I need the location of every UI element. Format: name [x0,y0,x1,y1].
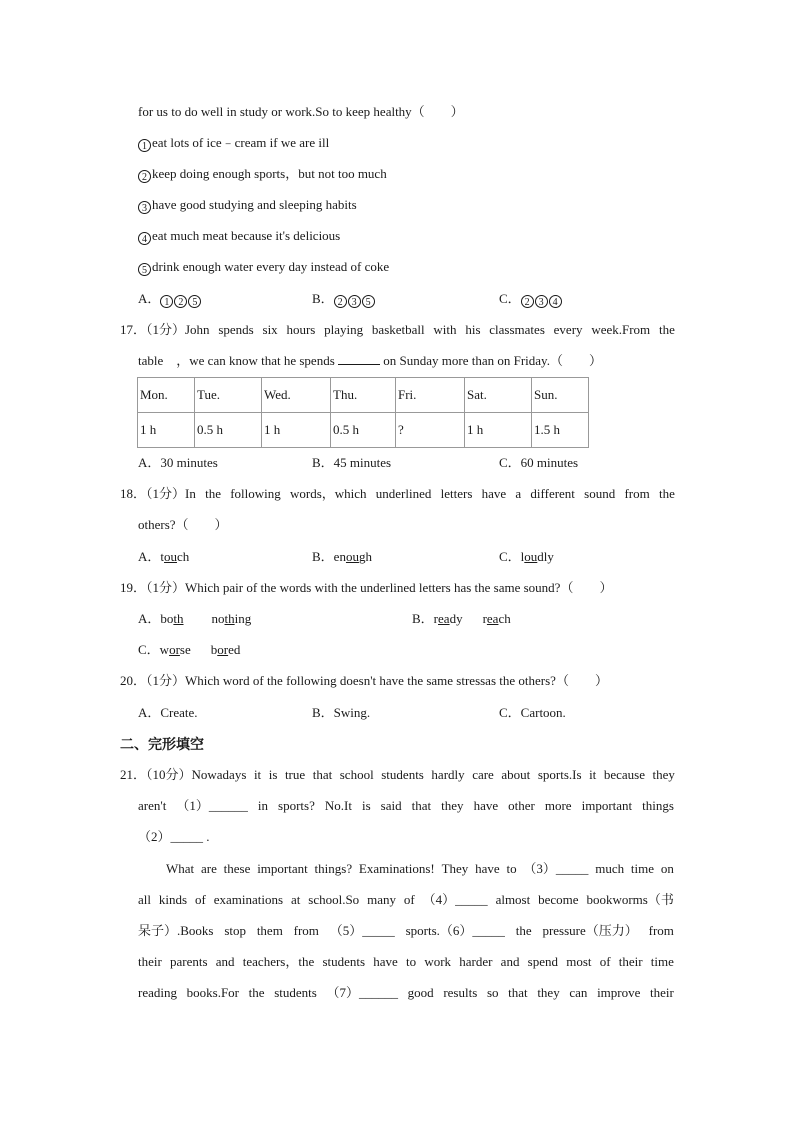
word: that [508,985,528,1000]
q21-line-8 [138,985,674,1001]
q21-line-4 [166,861,674,877]
q18-stem-line1 [120,486,675,502]
q21-line-7 [138,954,674,970]
word-part: gh [358,549,372,564]
underlined-letters: ea [438,611,450,626]
stem-text: on Sunday more than on Friday.（ ） [383,353,602,368]
word: that [411,798,432,813]
circled-number: 1 [160,295,173,308]
word: at [290,892,301,907]
circled-number: 2 [174,295,187,308]
word: said [380,798,402,813]
word: the [515,923,532,938]
item-text: keep doing enough sports，but not too much [152,166,387,181]
word-part: r [433,611,439,626]
word: a [515,486,522,501]
word: to [506,861,517,876]
q17-option-b[interactable]: B．45 minutes [312,455,392,470]
circled-number: 2 [138,170,151,183]
word: sports.（6）_____ [405,923,505,938]
circled-number: 3 [535,295,548,308]
word: of [194,892,206,907]
word: in [257,798,268,813]
word: can [569,985,588,1000]
q17-option-c[interactable]: C．60 minutes [499,455,579,470]
word: from [624,486,650,501]
word-part: ed [228,642,241,657]
word: so [486,985,499,1000]
table-cell: Wed. [262,378,331,413]
word: 17．（1分）John [120,322,210,337]
word: school.So [308,892,360,907]
word: What [166,861,195,876]
word: them [256,923,283,938]
table-cell: 1 h [262,413,331,448]
word-part: r [482,611,487,626]
word: it [589,767,597,782]
q20-option-b[interactable]: B．Swing. [312,705,371,720]
word: have [373,954,398,969]
word: （3）_____ [523,861,589,876]
q16-option-c[interactable] [499,291,563,308]
word: and [500,954,520,969]
schedule-table [137,377,589,448]
q19-option-b[interactable] [412,611,511,627]
circled-number: 3 [138,201,151,214]
q16-item-5 [138,259,389,276]
word: hours [286,322,316,337]
word: their [138,954,162,969]
q21-line-1 [120,767,675,783]
word: （7）______ [326,985,399,1000]
word: on [660,861,674,876]
word: from [648,923,674,938]
word: their [650,985,674,1000]
circled-number: 3 [348,295,361,308]
circled-number: 5 [362,295,375,308]
word: aren't [138,798,167,813]
word: sports? [278,798,315,813]
word: is [268,767,278,782]
underlined-letters: ou [345,549,359,564]
word: sound [584,486,616,501]
word: improve [597,985,641,1000]
word: they [441,798,464,813]
word: time [650,954,674,969]
word: spend [527,954,558,969]
word: （1）______ [176,798,248,813]
word: his [465,322,481,337]
word: the [248,985,265,1000]
q19-option-c[interactable] [138,642,240,658]
q17-stem-line2 [138,353,602,369]
word: results [443,985,478,1000]
table-cell: 1 h [138,413,195,448]
q21-line-2 [138,798,674,814]
q20-stem: 20．（1分）Which word of the following doesn't have the same stressas the others?（ ） [120,673,608,688]
q21-line-3: （2）_____ . [138,829,210,844]
word-part: ing [234,611,252,626]
word-part: en [333,549,346,564]
circled-number: 2 [334,295,347,308]
q18-option-b[interactable] [312,549,372,565]
word: many [367,892,396,907]
word: kinds [158,892,188,907]
option-label: B． [312,291,334,306]
word: because [603,767,645,782]
underlined-letters: th [224,611,235,626]
word: different [530,486,575,501]
q16-option-a[interactable] [138,291,202,308]
word: students [322,954,366,969]
item-text: have good studying and sleeping habits [152,197,357,212]
table-cell: Tue. [195,378,262,413]
word: about [501,767,531,782]
option-label: B． [312,549,334,564]
stem-text: table ，we can know that he spends [138,353,335,368]
option-label: C． [499,549,521,564]
word-part: dy [449,611,463,626]
word-part: se [179,642,191,657]
word: of [403,892,415,907]
underlined-letters: or [217,642,229,657]
word: teachers，the [242,954,315,969]
word: care [472,767,494,782]
word: is [361,798,371,813]
q18-option-c[interactable] [499,549,554,565]
word: hardly [431,767,465,782]
q16-item-3 [138,197,357,214]
word: work [424,954,452,969]
word: No.It [324,798,352,813]
table-row [138,413,589,448]
underlined-letters: ou [524,549,538,564]
q20-option-a[interactable]: A．Create. [138,705,198,720]
word-part: l [520,549,525,564]
table-cell: Mon. [138,378,195,413]
word: They [441,861,469,876]
underlined-letters: ou [164,549,178,564]
circled-number: 1 [138,139,151,152]
word: good [407,985,434,1000]
word-part: t [160,549,165,564]
word: 21．（10分）Nowadays [120,767,247,782]
option-label: C． [138,642,160,657]
table-cell: 0.5 h [195,413,262,448]
item-text: eat much meat because it's delicious [152,228,341,243]
word: underlined [375,486,432,501]
table-row [138,378,589,413]
option-label: C． [499,291,521,306]
q17-stem-line1 [120,322,675,338]
word: most [566,954,592,969]
word: they [652,767,675,782]
word: examinations [213,892,284,907]
word: their [618,954,643,969]
word: students [274,985,317,1000]
option-label: A． [138,549,161,564]
table-cell: 1.5 h [532,413,589,448]
word: 18．（1分）In [120,486,196,501]
word: things? [314,861,353,876]
word: harder [459,954,493,969]
word: have [475,861,500,876]
word: much [595,861,625,876]
word: parents [170,954,208,969]
word: playing [324,322,364,337]
word: important [257,861,308,876]
word: that [312,767,333,782]
q16-item-1 [138,135,329,152]
item-text: drink enough water every day instead of coke [152,259,390,274]
word: have [473,798,499,813]
word: other [508,798,535,813]
word: （5）_____ [329,923,395,938]
word: things [642,798,674,813]
word-part: ch [177,549,190,564]
underlined-letters: or [169,642,180,657]
q18-option-a[interactable] [138,549,189,565]
q18-stem-line2: others?（ ） [138,517,228,532]
q16-item-2 [138,166,387,183]
word: Examinations! [358,861,435,876]
word: the [205,486,221,501]
word: following [230,486,281,501]
word: （4）_____ [422,892,488,907]
circled-number: 5 [188,295,201,308]
option-label: A． [138,291,161,306]
word: classmates [489,322,545,337]
word-part: no [211,611,225,626]
word: important [581,798,633,813]
word: almost [495,892,531,907]
table-cell: Sun. [532,378,589,413]
word: school [339,767,374,782]
word: to [406,954,417,969]
item-text: eat lots of ice﹣cream if we are ill [152,135,330,150]
word: 呆子）.Books [138,923,214,938]
word: of [599,954,611,969]
underlined-letters: ea [486,611,499,626]
word: books.For [186,985,240,1000]
word: six [262,322,278,337]
word: are [200,861,217,876]
word-part: bo [160,611,174,626]
word: the [658,486,675,501]
option-label: A． [138,611,161,626]
word: it [253,767,262,782]
underlined-letters: th [173,611,184,626]
word: students [381,767,424,782]
word-part: dly [537,549,554,564]
word: pressure（压力） [542,923,638,938]
section-heading: 二、完形填空 [120,737,204,753]
circled-number: 4 [549,295,562,308]
q20-option-c[interactable]: C．Cartoon. [499,705,566,720]
word: basketball [371,322,425,337]
word: every [553,322,583,337]
word: reading [138,985,177,1000]
q21-line-5 [138,892,674,908]
word: with [433,322,457,337]
word: spends [218,322,254,337]
q16-stem-end: for us to do well in study or work.So to keep healthy（ ） [138,104,464,119]
word: time [630,861,655,876]
word: words，which [290,486,367,501]
word: from [293,923,319,938]
word: stop [224,923,246,938]
q19-stem: 19．（1分）Which pair of the words with the underlined letters has the same sound?（ ） [120,580,613,595]
table-cell: Fri. [396,378,465,413]
table-cell: 1 h [465,413,532,448]
word: the [658,322,675,337]
word: sports.Is [537,767,582,782]
table-cell: ? [396,413,465,448]
word: bookworms（书 [586,892,674,907]
word: week.From [591,322,651,337]
circled-number: 2 [521,295,534,308]
word: these [223,861,251,876]
word: have [481,486,507,501]
table-cell: Sat. [465,378,532,413]
q16-option-b[interactable] [312,291,376,308]
circled-number: 4 [138,232,151,245]
word: more [544,798,572,813]
option-label: B． [412,611,434,626]
word: and [215,954,235,969]
word: letters [440,486,473,501]
circled-number: 5 [138,263,151,276]
word-part: b [210,642,218,657]
q21-line-6 [138,923,674,939]
word-part: w [159,642,170,657]
word-part: ch [498,611,511,626]
q16-item-4 [138,228,340,245]
word: true [284,767,306,782]
word: all [138,892,151,907]
q17-option-a[interactable]: A．30 minutes [138,455,218,470]
table-cell: Thu. [331,378,396,413]
table-cell: 0.5 h [331,413,396,448]
word: they [537,985,560,1000]
q19-option-a[interactable] [138,611,251,627]
answer-blank[interactable] [338,353,380,365]
word: become [538,892,579,907]
